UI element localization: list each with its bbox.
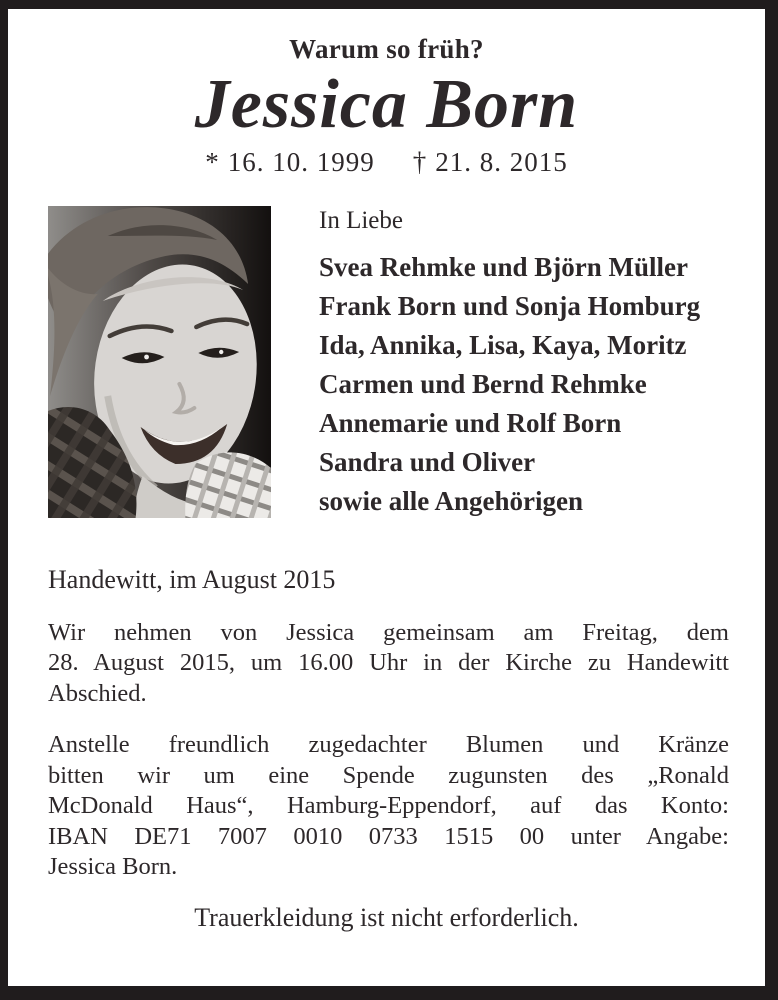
death-date bbox=[413, 147, 568, 178]
photo-and-mourners bbox=[8, 206, 765, 521]
mourner-name: Carmen und Bernd Rehmke bbox=[319, 368, 647, 399]
mourner-name: Frank Born und Sonja Homburg bbox=[319, 290, 701, 321]
donation-info bbox=[48, 730, 729, 883]
mourners-block bbox=[319, 206, 700, 521]
mourner-name: Sandra und Oliver bbox=[319, 446, 536, 477]
funeral-line: Wir nehmen von Jessica gemeinsam am Freitag, dem bbox=[48, 618, 729, 646]
donation-line: Jessica Born. bbox=[48, 853, 178, 881]
funeral-line: 28. August 2015, um 16.00 Uhr in der Kirche zu Handewitt bbox=[48, 649, 729, 677]
obituary-card bbox=[8, 9, 765, 986]
mourner-name: Svea Rehmke und Björn Müller bbox=[319, 251, 689, 282]
donation-line: McDonald Haus“, Hamburg-Eppendorf, auf das Konto: bbox=[48, 792, 729, 820]
mourner-name: sowie alle Angehörigen bbox=[319, 485, 583, 516]
donation-line: IBAN DE71 7007 0010 0733 1515 00 unter Angabe: bbox=[48, 822, 729, 850]
portrait-photo bbox=[48, 206, 271, 518]
epigraph: Warum so früh? bbox=[289, 34, 484, 64]
dateline: Handewitt, im August 2015 bbox=[48, 564, 336, 594]
born-star-symbol: * bbox=[205, 146, 220, 177]
birth-date-text: 16. 10. 1999 bbox=[227, 146, 375, 177]
closing-note: Trauerkleidung ist nicht erforderlich. bbox=[194, 902, 579, 932]
mourners-list bbox=[319, 248, 700, 521]
mourner-name: Annemarie und Rolf Born bbox=[319, 407, 622, 438]
died-cross-symbol: † bbox=[412, 146, 428, 177]
funeral-line: Abschied. bbox=[48, 679, 147, 707]
life-dates bbox=[8, 147, 765, 178]
deceased-name: Jessica Born bbox=[194, 66, 579, 143]
mourner-name: Ida, Annika, Lisa, Kaya, Moritz bbox=[319, 329, 687, 360]
salutation: In Liebe bbox=[319, 206, 403, 234]
birth-date bbox=[205, 147, 375, 178]
death-date-text: 21. 8. 2015 bbox=[435, 146, 568, 177]
donation-line: bitten wir um eine Spende zugunsten des „Ronald bbox=[48, 761, 729, 789]
funeral-info bbox=[48, 618, 729, 710]
donation-line: Anstelle freundlich zugedachter Blumen und Kränze bbox=[48, 731, 729, 759]
